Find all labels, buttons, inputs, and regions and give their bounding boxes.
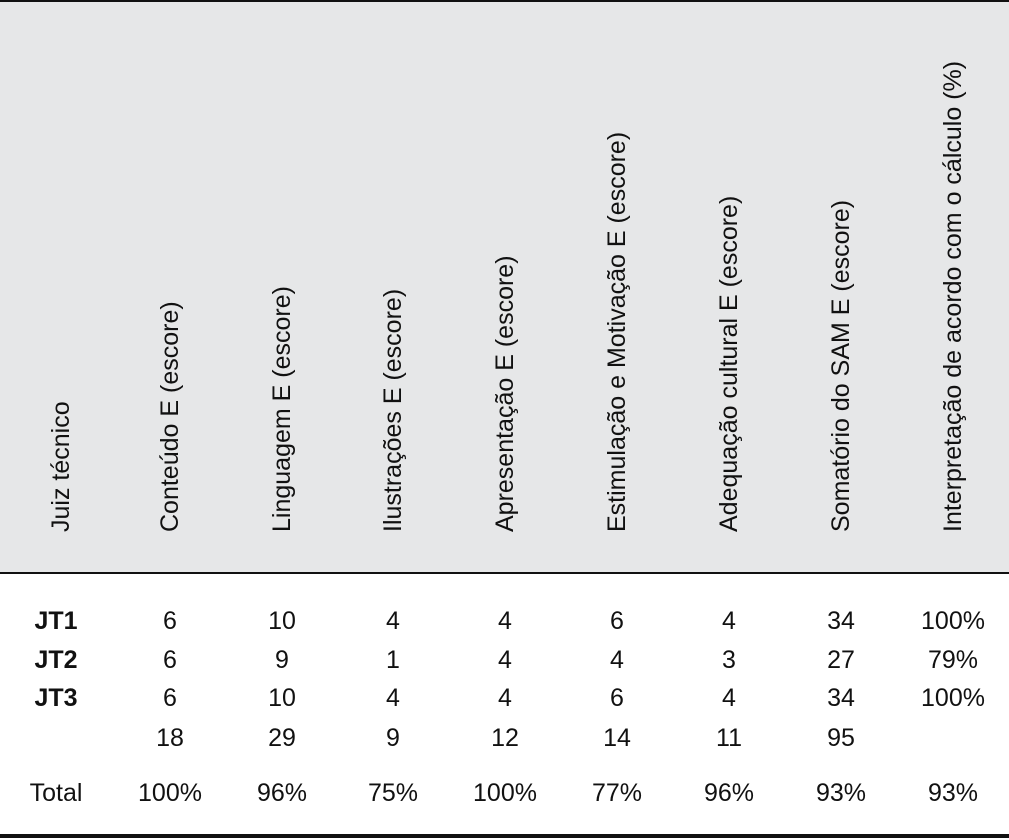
header-linguagem: Linguagem E (escore) xyxy=(268,286,296,532)
sum-cell: 95 xyxy=(827,724,855,752)
header-ilustracoes: Ilustrações E (escore) xyxy=(379,288,407,532)
header-juiz-tecnico: Juiz técnico xyxy=(47,401,75,532)
header-somatorio: Somatório do SAM E (escore) xyxy=(827,199,855,532)
table-cell: 34 xyxy=(827,607,855,635)
row-label-jt3: JT3 xyxy=(34,684,78,712)
table-cell: 4 xyxy=(386,684,400,712)
table-cell: 79% xyxy=(927,646,979,674)
total-cell: 93% xyxy=(815,779,867,807)
header-rule xyxy=(0,572,1009,574)
sum-cell: 14 xyxy=(603,724,631,752)
total-cell: 100% xyxy=(473,779,537,807)
table-cell: 4 xyxy=(610,646,624,674)
table-cell: 10 xyxy=(268,607,296,635)
table-cell: 4 xyxy=(722,607,736,635)
table-cell: 4 xyxy=(498,684,512,712)
table-cell: 4 xyxy=(498,607,512,635)
sum-cell: 9 xyxy=(386,724,400,752)
total-label: Total xyxy=(29,779,83,807)
header-apresentacao: Apresentação E (escore) xyxy=(491,255,519,532)
row-label-jt2: JT2 xyxy=(34,646,78,674)
header-adequacao: Adequação cultural E (escore) xyxy=(715,195,743,532)
total-cell: 96% xyxy=(703,779,755,807)
sum-cell: 29 xyxy=(268,724,296,752)
header-conteudo: Conteúdo E (escore) xyxy=(156,301,184,532)
table-cell: 4 xyxy=(386,607,400,635)
table-cell: 6 xyxy=(163,607,177,635)
table-cell: 27 xyxy=(827,646,855,674)
table-cell: 6 xyxy=(610,684,624,712)
table-cell: 6 xyxy=(163,684,177,712)
total-cell: 93% xyxy=(927,779,979,807)
total-cell: 75% xyxy=(367,779,419,807)
table-cell: 4 xyxy=(498,646,512,674)
row-label-jt1: JT1 xyxy=(34,607,78,635)
header-estimulacao: Estimulação e Motivação E (escore) xyxy=(603,131,631,532)
bottom-rule xyxy=(0,834,1009,838)
header-interpretacao: Interpretação de acordo com o cálculo (%) xyxy=(939,60,967,532)
table-cell: 100% xyxy=(921,607,985,635)
total-cell: 96% xyxy=(256,779,308,807)
table-cell: 4 xyxy=(722,684,736,712)
total-cell: 100% xyxy=(138,779,202,807)
table-cell: 6 xyxy=(163,646,177,674)
table-cell: 3 xyxy=(722,646,736,674)
sum-cell: 18 xyxy=(156,724,184,752)
table-cell: 100% xyxy=(921,684,985,712)
total-cell: 77% xyxy=(591,779,643,807)
table-cell: 9 xyxy=(275,646,289,674)
sum-cell: 12 xyxy=(491,724,519,752)
table-cell: 6 xyxy=(610,607,624,635)
table-cell: 10 xyxy=(268,684,296,712)
sum-cell: 11 xyxy=(716,724,742,752)
table-cell: 34 xyxy=(827,684,855,712)
table-cell: 1 xyxy=(386,646,400,674)
